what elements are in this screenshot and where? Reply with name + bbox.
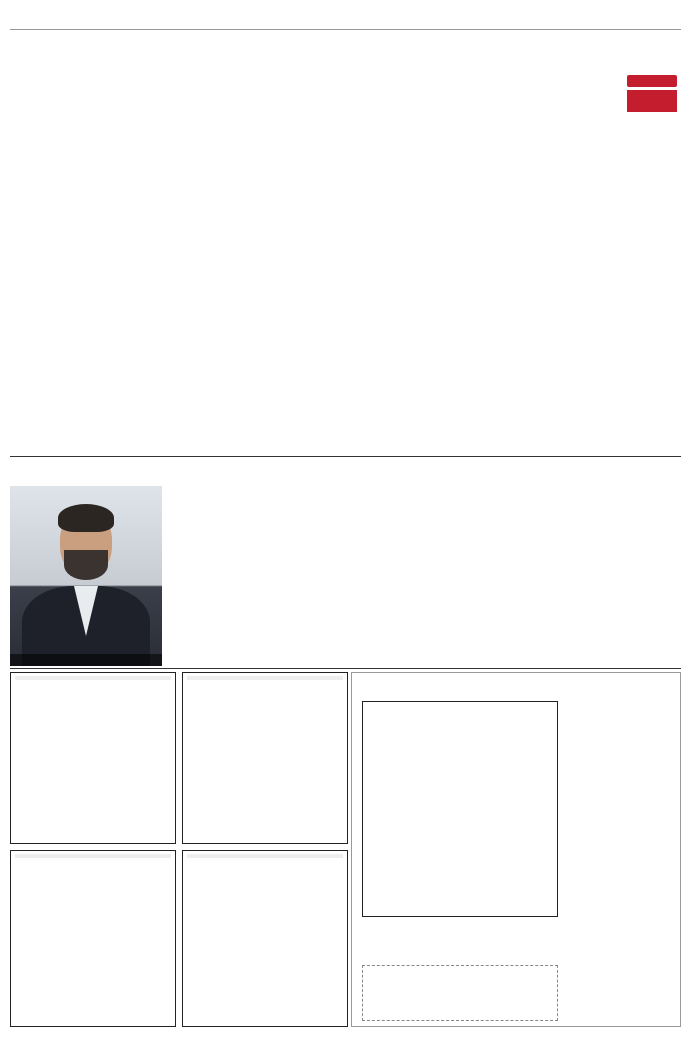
ad-title [187,854,343,858]
top-bar [10,18,681,30]
legal-ads [10,672,348,1027]
section-brand [623,35,681,113]
crossword-clues [568,691,676,1021]
row-numbers [558,701,568,917]
page-number [623,35,681,75]
ad-4 [10,850,176,1027]
section-divider-2 [10,668,681,669]
ad-title [15,676,171,680]
column-numbers [362,687,558,701]
crossword-grid[interactable] [362,701,558,917]
ad-title [187,676,343,680]
photo-caption [10,654,162,666]
ad-2 [10,672,176,844]
portrait-photo [10,486,162,666]
crossword-panel [351,672,681,1027]
section-label [627,75,677,87]
newspaper-logo [627,90,677,112]
section-divider [10,456,681,457]
story2-columns [170,486,681,626]
photo-beard [64,550,108,580]
photo-hair [58,504,114,532]
lead-article-columns [10,116,681,456]
previous-answer-box [362,965,558,1021]
crossword-grid-wrap [362,687,568,957]
story2-columns-bottom [170,630,681,666]
ad-title [15,854,171,858]
ad-3 [182,850,348,1027]
ad-1 [182,672,348,844]
